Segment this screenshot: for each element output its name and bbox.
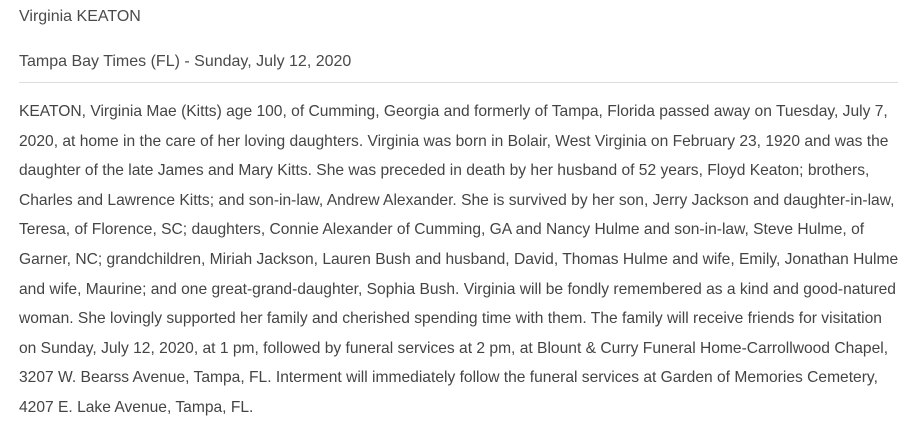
obituary-text: KEATON, Virginia Mae (Kitts) age 100, of Cumming, Georgia and formerly of Tampa, Florida passed away on Tuesday, July 7, 2020, at home in the care of her loving daughters. Virginia was born in Bolair, West Virginia on February 23, 1920 and was the daughter of the late James and Mary Kitts. She was preceded in death by her husband of 52 years, Floyd Keaton; brothers, Charles and Lawrence Kitts; and son-in-law, Andrew Alexander. She is survived by her son, Jerry Jackson and daughter-in-law, Teresa, of Florence, SC; daughters, Connie Alexander of Cumming, GA and Nancy Hulme and son-in-law, Steve Hulme, of Garner, NC; grandchildren, Miriah Jackson, Lauren Bush and husband, David, Thomas Hulme and wife, Emily, Jonathan Hulme and wife, Maurine; and one great-grand-daughter, Sophia Bush. Virginia will be fondly remembered as a kind and good-natured woman. She lovingly supported her family and cherished spending time with them. The family will receive friends for visitation on Sunday, July 12, 2020, at 1 pm, followed by funeral services at 2 pm, at Blount & Curry Funeral Home-Carrollwood Chapel, 3207 W. Bearss Avenue, Tampa, FL. Interment will immediately follow the funeral services at Garden of Memories Cemetery, 4207 E. Lake Avenue, Tampa, FL. xyxy=(19,103,899,416)
deceased-name: Virginia KEATON xyxy=(19,8,141,25)
divider xyxy=(19,82,898,83)
publication-source-line: Tampa Bay Times (FL) - Sunday, July 12, 2020 xyxy=(19,53,352,70)
